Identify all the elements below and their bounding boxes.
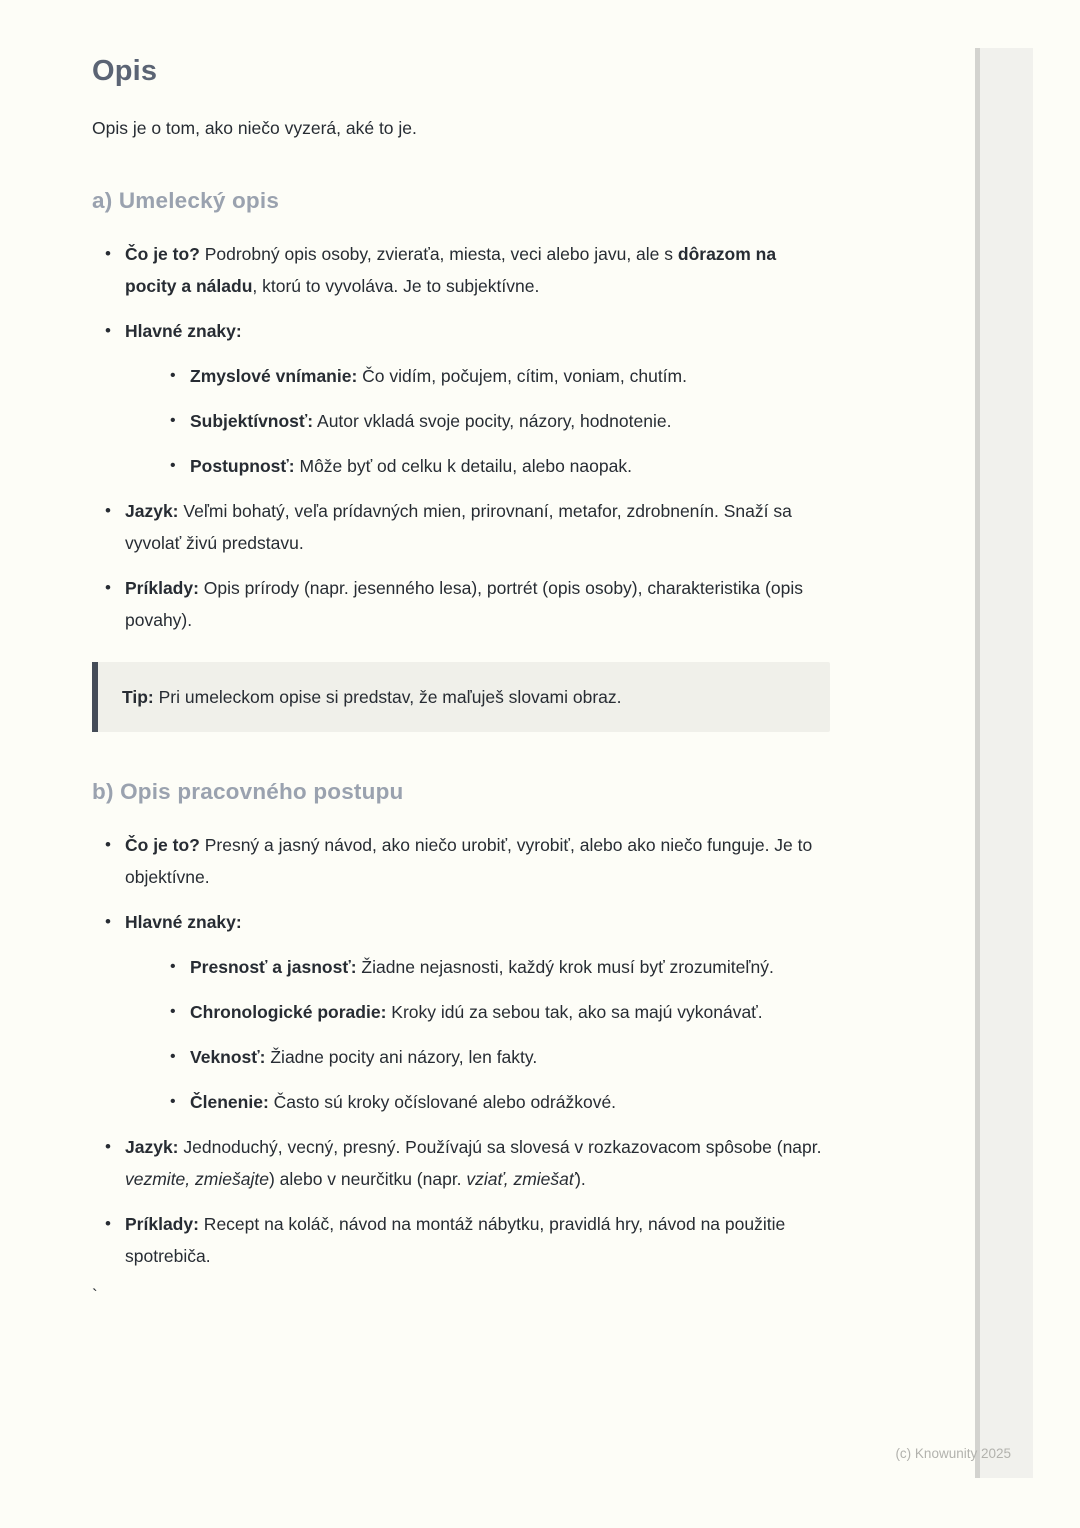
list-item — [92, 829, 830, 893]
item-text: Často sú kroky očíslované alebo odrážkové. — [268, 1092, 617, 1112]
item-text: Presný a jasný návod, ako niečo urobiť, vyrobiť, alebo ako niečo funguje. Je to objektívne. — [125, 835, 813, 887]
list-item — [92, 238, 830, 302]
item-text: ) alebo v neurčitku (napr. — [268, 1169, 467, 1189]
item-text: Veľmi bohatý, veľa prídavných mien, prirovnaní, metafor, zdrobnenín. Snaží sa vyvolať živú predstavu. — [125, 501, 792, 553]
item-text: Môže byť od celku k detailu, alebo naopak. — [294, 456, 632, 476]
item-lead: Jazyk: — [125, 1137, 179, 1157]
item-lead: Čo je to? — [125, 835, 200, 855]
item-text: Podrobný opis osoby, zvieraťa, miesta, veci alebo javu, ale s — [199, 244, 678, 264]
item-text: Žiadne pocity ani názory, len fakty. — [265, 1047, 538, 1067]
intro-paragraph: Opis je o tom, ako niečo vyzerá, aké to je. — [92, 118, 417, 138]
tip-text: Pri umeleckom opise si predstav, že maľuješ slovami obraz. — [153, 687, 622, 707]
item-text: Kroky idú za sebou tak, ako sa majú vykonávať. — [386, 1002, 763, 1022]
item-text: Autor vkladá svoje pocity, názory, hodnotenie. — [313, 411, 672, 431]
item-lead: Presnosť a jasnosť: — [190, 957, 357, 977]
sublist-item — [157, 360, 830, 392]
sublist-item — [157, 405, 830, 437]
sublist-item — [157, 1086, 830, 1118]
sublist-item — [157, 1041, 830, 1073]
list-item — [92, 1131, 830, 1195]
next-page-edge — [975, 48, 1033, 1478]
item-lead: Členenie: — [190, 1092, 269, 1112]
item-lead: Príklady: — [125, 578, 199, 598]
item-italic-example: vezmite, zmiešajte — [125, 1169, 269, 1189]
item-text: Čo vidím, počujem, cítim, voniam, chutím. — [357, 366, 687, 386]
stray-backtick: ` — [92, 1286, 98, 1305]
item-lead: Postupnosť: — [190, 456, 295, 476]
sublist-item — [157, 951, 830, 983]
section-b-sublist — [125, 951, 830, 1118]
tip-callout — [92, 662, 830, 732]
section-b-heading: b) Opis pracovného postupu — [92, 779, 404, 804]
item-text: Žiadne nejasnosti, každý krok musí byť zrozumiteľný. — [356, 957, 774, 977]
section-a-list — [92, 238, 830, 636]
item-lead: Príklady: — [125, 1214, 199, 1234]
item-lead: Čo je to? — [125, 244, 200, 264]
list-item — [92, 495, 830, 559]
list-item — [92, 572, 830, 636]
list-item — [92, 906, 830, 1118]
item-lead: Hlavné znaky: — [125, 912, 242, 932]
item-italic-example: vziať, zmiešať — [466, 1169, 576, 1189]
item-lead: Jazyk: — [125, 501, 179, 521]
page-title: Opis — [92, 55, 158, 87]
sublist-item — [157, 450, 830, 482]
list-item — [92, 1208, 830, 1272]
item-text: Jednoduchý, vecný, presný. Používajú sa slovesá v rozkazovacom spôsobe (napr. — [178, 1137, 822, 1157]
item-lead: Chronologické poradie: — [190, 1002, 387, 1022]
list-item — [92, 315, 830, 482]
document-content — [92, 0, 830, 1306]
item-text: ). — [575, 1169, 586, 1189]
copyright-footer: (c) Knowunity 2025 — [895, 1446, 1011, 1461]
item-lead: Subjektívnosť: — [190, 411, 314, 431]
item-lead: Veknosť: — [190, 1047, 266, 1067]
section-a-heading: a) Umelecký opis — [92, 188, 280, 213]
item-lead: Hlavné znaky: — [125, 321, 242, 341]
item-bold-phrase: dôrazom na pocity a náladu — [125, 244, 777, 296]
item-text: Recept na koláč, návod na montáž nábytku, pravidlá hry, návod na použitie spotrebiča. — [125, 1214, 786, 1266]
sublist-item — [157, 996, 830, 1028]
section-a-sublist — [125, 360, 830, 482]
item-text: , ktorú to vyvoláva. Je to subjektívne. — [252, 276, 540, 296]
tip-lead: Tip: — [122, 687, 154, 707]
section-b-list — [92, 829, 830, 1272]
item-lead: Zmyslové vnímanie: — [190, 366, 358, 386]
item-text: Opis prírody (napr. jesenného lesa), portrét (opis osoby), charakteristika (opis povahy). — [125, 578, 803, 630]
